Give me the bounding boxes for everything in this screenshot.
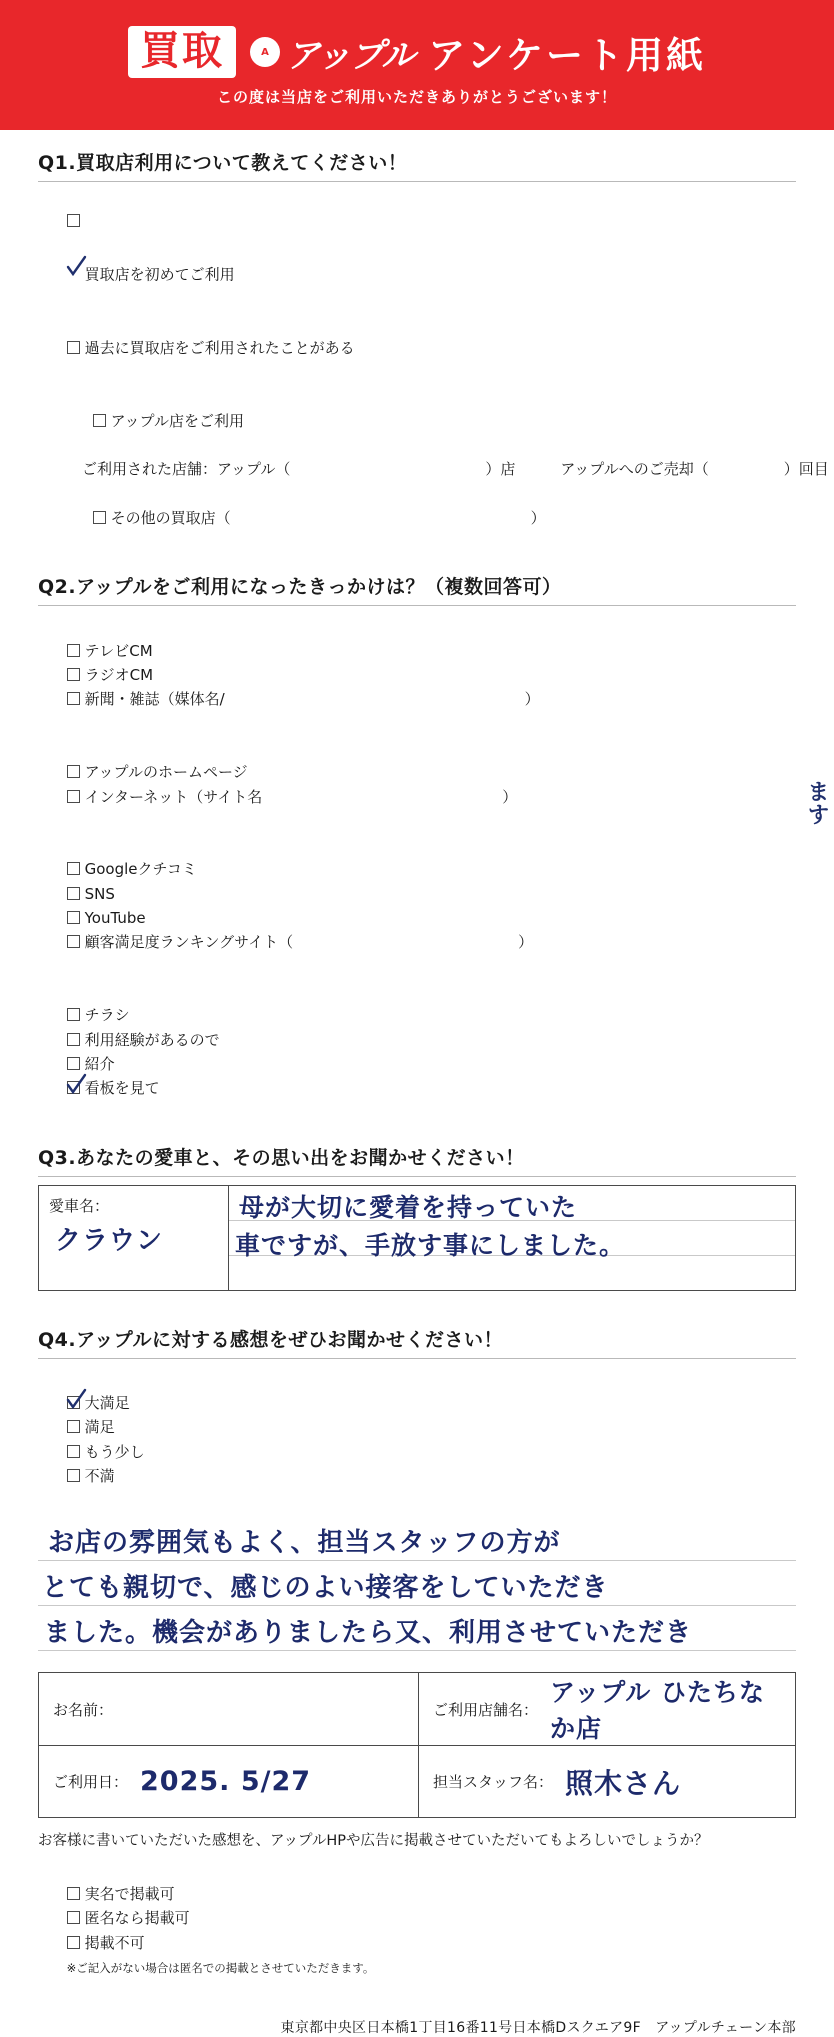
- q2-option-signboard[interactable]: [67, 1076, 160, 1100]
- checkbox-q2-experience[interactable]: [67, 1033, 80, 1046]
- q2-row-1: [38, 736, 796, 833]
- q2-option-radio[interactable]: [67, 663, 153, 687]
- banner-subtitle: この度は当店をご利用いただきありがとうございます！: [216, 88, 617, 106]
- q2-option-press-label: 新聞・雑誌（媒体名/ ）: [84, 690, 540, 709]
- table-row: [39, 1673, 795, 1745]
- checkbox-publish-no[interactable]: [67, 1936, 80, 1949]
- q1-other-option[interactable]: [38, 482, 796, 555]
- q2-option-press[interactable]: [67, 687, 540, 711]
- q4-answer-line-1: とても親切で、感じのよい接客をしていただき: [42, 1573, 609, 1604]
- apple-logo: [250, 28, 414, 77]
- q2-option-internet[interactable]: [67, 785, 518, 809]
- name-label: お名前：: [53, 1700, 114, 1719]
- q2-option-google-label: Googleクチコミ: [84, 860, 197, 879]
- checkbox-q2-ranking[interactable]: [67, 935, 80, 948]
- writing-rule: [38, 1605, 796, 1606]
- checkbox-q4-more[interactable]: [67, 1445, 80, 1458]
- q4-answer-line-2: ました。機会がありましたら又、利用させていただき: [44, 1618, 693, 1649]
- q4-divider: [38, 1358, 796, 1359]
- q4-option-satisfied-label: 満足: [84, 1418, 115, 1437]
- q2-option-homepage-label: アップルのホームページ: [84, 763, 248, 782]
- q2-option-tv[interactable]: [67, 639, 153, 663]
- q4-option-very-satisfied-label: 大満足: [84, 1393, 130, 1412]
- q1-option-1-label: 過去に買取店をご利用されたことがある: [84, 338, 355, 357]
- publish-option-realname[interactable]: [67, 1882, 175, 1906]
- checkbox-q1-1[interactable]: [67, 341, 80, 354]
- q2-option-sns[interactable]: [67, 882, 115, 906]
- q2-option-signboard-label: 看板を見て: [84, 1079, 160, 1098]
- checkbox-q2-referral[interactable]: [67, 1057, 80, 1070]
- checkbox-q2-tv[interactable]: [67, 644, 80, 657]
- q3-answer-box[interactable]: [38, 1185, 796, 1291]
- checkbox-q2-press[interactable]: [67, 692, 80, 705]
- q4-option-more[interactable]: [67, 1440, 145, 1464]
- checkbox-q2-sns[interactable]: [67, 887, 80, 900]
- q2-option-youtube-label: YouTube: [84, 909, 146, 928]
- q1-heading: Q1.買取店利用について教えてください！: [38, 152, 408, 174]
- writing-rule: [38, 1560, 796, 1561]
- checkbox-q2-homepage[interactable]: [67, 765, 80, 778]
- date-value: 2025. 5/27: [140, 1766, 312, 1798]
- q4-option-satisfied[interactable]: [67, 1415, 115, 1439]
- q1-other-label: その他の買取店（ ）: [110, 508, 546, 527]
- q4-option-dissatisfied[interactable]: [67, 1464, 115, 1488]
- q2-row-3: [38, 979, 796, 1125]
- publish-option-anonymous[interactable]: [67, 1906, 190, 1930]
- publish-option-no-label: 掲載不可: [84, 1933, 145, 1952]
- checkbox-q1-2[interactable]: [93, 414, 106, 427]
- q3-answer-line-1: 車ですが、手放す事にしました。: [235, 1230, 626, 1260]
- staff-value: 照木さん: [565, 1766, 682, 1800]
- checkbox-q4-satisfied[interactable]: [67, 1420, 80, 1433]
- q4-heading: Q4.アップルに対する感想をぜひお聞かせください！: [38, 1328, 504, 1351]
- publish-option-no[interactable]: [67, 1931, 145, 1955]
- q4-option-dissatisfied-label: 不満: [84, 1466, 115, 1485]
- q4-answer-line-0: お店の雰囲気もよく、担当スタッフの方が: [48, 1528, 561, 1559]
- q3-divider: [38, 1176, 796, 1177]
- page-title: アンケート用紙: [428, 34, 707, 77]
- table-row: [39, 1745, 795, 1817]
- checkbox-q2-signboard[interactable]: [67, 1081, 80, 1094]
- car-name-cell[interactable]: [39, 1186, 229, 1290]
- q2-row-0: [38, 614, 796, 735]
- q3-free-text[interactable]: [229, 1186, 795, 1290]
- publish-option-anonymous-label: 匿名なら掲載可: [84, 1909, 190, 1928]
- q1-option-2[interactable]: [38, 384, 796, 457]
- q2-option-experience[interactable]: [67, 1028, 220, 1052]
- q2-divider: [38, 605, 796, 606]
- q2-heading: Q2.アップルをご利用になったきっかけは？（複数回答可）: [38, 576, 562, 599]
- checkbox-q4-dissatisfied[interactable]: [67, 1469, 80, 1482]
- checkbox-q2-internet[interactable]: [67, 790, 80, 803]
- publish-note: ※ご記入がない場合は匿名での掲載とさせていただきます。: [66, 1960, 375, 1975]
- car-name-value: クラウン: [55, 1225, 164, 1256]
- customer-info-table: [38, 1672, 796, 1818]
- store-cell[interactable]: [419, 1673, 795, 1745]
- checkbox-q2-flyer[interactable]: [67, 1008, 80, 1021]
- q1-option-2-label: アップル店をご利用: [110, 411, 244, 430]
- store-value: アップル ひたちなか店: [550, 1678, 765, 1744]
- apple-mark-icon: A: [250, 37, 280, 67]
- date-label: ご利用日：: [53, 1773, 129, 1792]
- q2-row-2: [38, 833, 796, 979]
- q2-option-ranking[interactable]: [67, 930, 534, 954]
- header-banner: [0, 0, 834, 130]
- apple-brand-word: アップル: [285, 35, 415, 76]
- q2-option-youtube[interactable]: [67, 906, 146, 930]
- q4-option-more-label: もう少し: [84, 1442, 145, 1461]
- q1-store-line[interactable]: ご利用された店舗：アップル（ ）店 アップルへのご売却（ ）回目: [82, 460, 829, 479]
- checkbox-q2-radio[interactable]: [67, 668, 80, 681]
- q2-option-radio-label: ラジオCM: [84, 666, 154, 685]
- q1-option-0[interactable]: [38, 190, 796, 311]
- q1-divider: [38, 181, 796, 182]
- q2-option-internet-label: インターネット（サイト名 ）: [84, 787, 518, 806]
- checkbox-q2-google[interactable]: [67, 862, 80, 875]
- checkbox-publish-realname[interactable]: [67, 1887, 80, 1900]
- checkbox-q1-other[interactable]: [93, 511, 106, 524]
- kaitori-badge: 買取: [128, 26, 236, 78]
- check-mark-icon: [65, 206, 87, 228]
- q4-options: [38, 1367, 796, 1513]
- store-label: ご利用店舗名：: [433, 1700, 539, 1719]
- margin-handwriting: ます: [804, 780, 829, 826]
- q1-option-1[interactable]: [38, 311, 796, 384]
- checkbox-q2-youtube[interactable]: [67, 911, 80, 924]
- publish-option-realname-label: 実名で掲載可: [84, 1884, 175, 1903]
- checkbox-publish-anonymous[interactable]: [67, 1911, 80, 1924]
- publish-options: [38, 1858, 796, 2004]
- q2-option-flyer-label: チラシ: [84, 1006, 130, 1025]
- check-mark-icon: [65, 1388, 87, 1410]
- q3-answer-line-0: 母が大切に愛着を持っていた: [239, 1192, 578, 1222]
- q2-option-experience-label: 利用経験があるので: [84, 1030, 220, 1049]
- staff-label: 担当スタッフ名：: [433, 1773, 554, 1792]
- date-cell[interactable]: [39, 1746, 419, 1817]
- publish-question: お客様に書いていただいた感想を、アップルHPや広告に掲載させていただいてもよろしいでしょうか？: [38, 1833, 709, 1850]
- q2-option-tv-label: テレビCM: [84, 641, 153, 660]
- q2-option-referral[interactable]: [67, 1052, 115, 1076]
- staff-cell[interactable]: [419, 1746, 795, 1817]
- checkbox-q1-0[interactable]: [67, 214, 80, 227]
- q2-option-homepage[interactable]: [67, 760, 248, 784]
- checkbox-q4-very-satisfied[interactable]: [67, 1396, 80, 1409]
- q2-option-referral-label: 紹介: [84, 1054, 115, 1073]
- name-cell[interactable]: [39, 1673, 419, 1745]
- q2-option-sns-label: SNS: [84, 884, 115, 903]
- q2-option-flyer[interactable]: [67, 1003, 130, 1027]
- company-address: 東京都中央区日本橋1丁目16番11号日本橋Dスクエア9F アップルチェーン本部: [280, 2020, 796, 2037]
- car-name-label: 愛車名：: [49, 1196, 110, 1215]
- check-mark-icon: [65, 1073, 87, 1095]
- survey-sheet: [0, 130, 834, 2037]
- q1-option-0-label: 買取店を初めてご利用: [84, 265, 235, 284]
- q3-heading: Q3.あなたの愛車と、その思い出をお聞かせください！: [38, 1146, 525, 1169]
- writing-rule: [38, 1650, 796, 1651]
- q4-option-very-satisfied[interactable]: [67, 1391, 130, 1415]
- q2-option-ranking-label: 顧客満足度ランキングサイト（ ）: [84, 933, 534, 952]
- q2-option-google[interactable]: [67, 857, 197, 881]
- q4-free-text[interactable]: [38, 1516, 796, 1666]
